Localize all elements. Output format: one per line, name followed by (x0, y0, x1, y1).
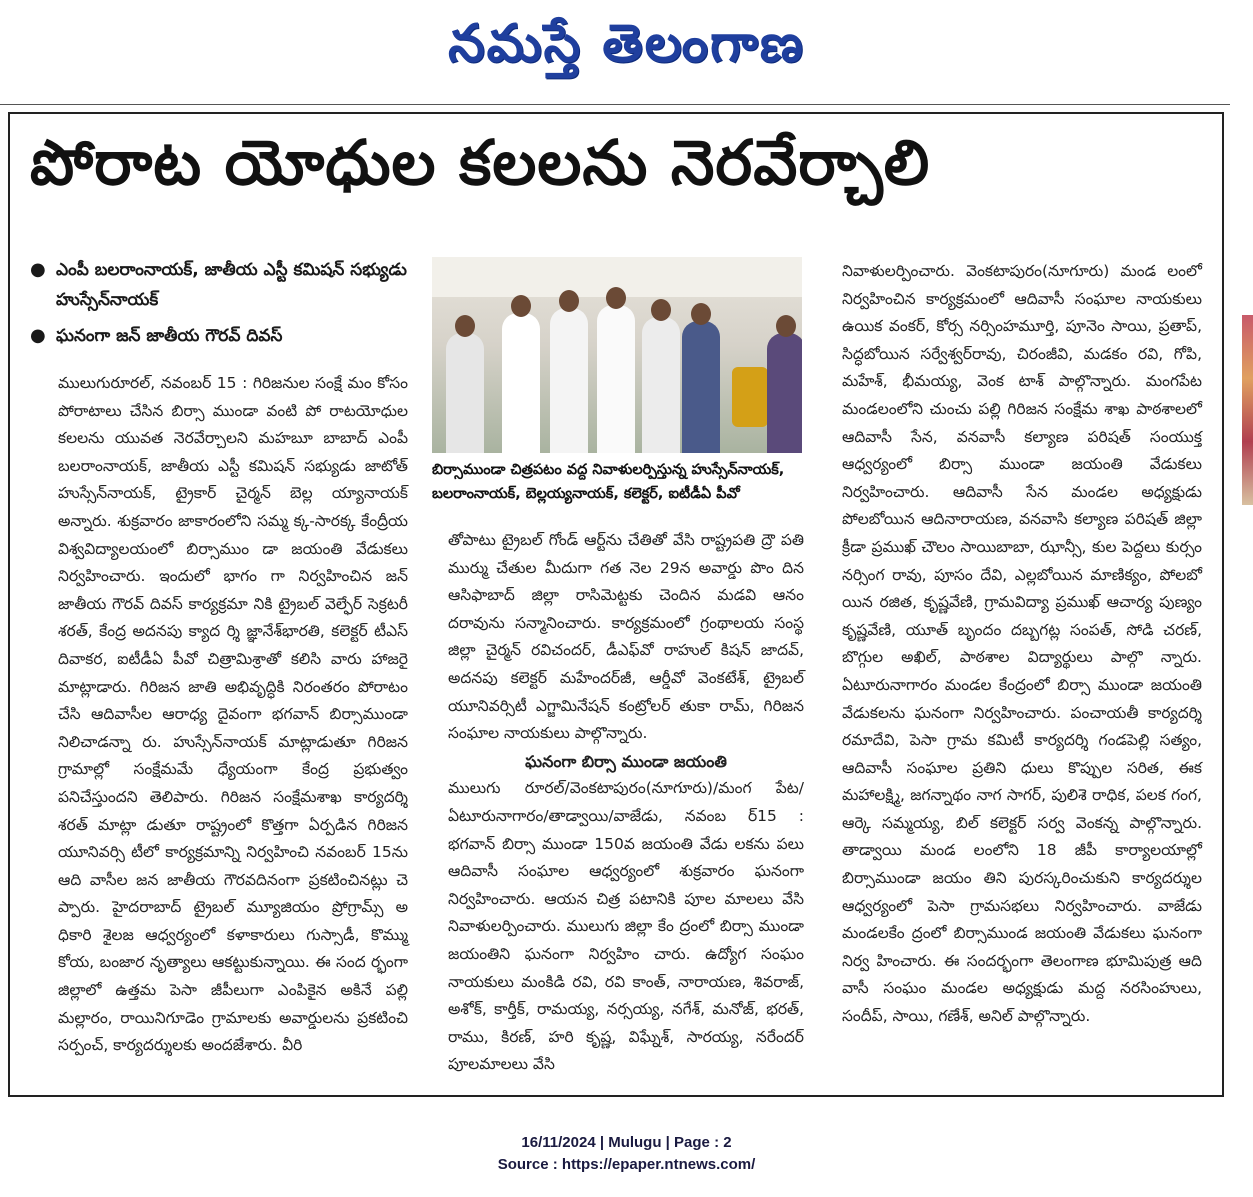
photo-person (446, 333, 484, 453)
photo-person-head (511, 295, 531, 317)
page-footer (0, 1132, 1253, 1176)
photo-person (550, 308, 588, 453)
masthead-divider (0, 104, 1230, 105)
paragraph: తోపాటు ట్రైబల్ గోండ్ ఆర్ట్‌ను చేతితో వేసి రాష్ట్రపతి ద్రౌ పతి ముర్ము చేతుల మీదుగా గత నెల 29న అవార్డు పొం దిన ఆసిఫాబాద్ జిల్లా రాసిమెట్టకు చెందిన మడవి ఆనం దరావును సన్మానించారు. కార్యక్రమంలో గ్రంథాలయ సంస్థ జిల్లా చైర్మన్ రవిచందర్, డీఎఫ్‌వో రాహుల్ కిషన్ జాదవ్, అదనపు కలెక్టర్ మహేందర్‌జీ, ఆర్డీవో వెంకటేశ్, ట్రైబల్ యూనివర్సిటీ ఎగ్జామినేషన్ కంట్రోలర్ తుకా రామ్, గిరిజన సంఘాల నాయకులు పాల్గొన్నారు. (448, 531, 804, 743)
photo-person (767, 333, 802, 453)
photo-person-head (559, 290, 579, 312)
bullet-item (30, 255, 420, 315)
photo-person (597, 305, 635, 453)
masthead (0, 0, 1253, 100)
bullet-text: ఎంపీ బలరాంనాయక్, జాతీయ ఎస్టీ కమిషన్ సభ్యుడు హుస్సేన్‌నాయక్ (56, 260, 407, 310)
paragraph: ములుగురూరల్, నవంబర్ 15 : గిరిజనుల సంక్షే మం కోసం పోరాటాలు చేసిన బిర్సా ముండా వంటి పో రాటయోధుల కలలను యువత నెరవేర్చాలని మహబూ బాబాద్ ఎంపీ బలరాంనాయక్, జాతీయ ఎస్టీ కమిషన్ సభ్యుడు జాటోత్ హుస్సేన్‌నాయక్, ట్రైకార్ చైర్మన్ బెల్ల య్యానాయక్ అన్నారు. శుక్రవారం జాకారంలోని సమ్మ క్క-సారక్క కేంద్రీయ విశ్వవిద్యాలయంలో బిర్సాముం డా జయంతి వేడుకలు నిర్వహించారు. ఇందులో భాగం గా నిర్వహించిన జన్ జాతీయ గౌరవ్ దివస్ కార్యక్రమా నికి ట్రైబల్ వెల్ఫేర్ సెక్రటరీ శరత్, కేంద్ర అదనపు క్యాద ర్శి జ్ఞానేశ్‌భారతి, కలెక్టర్ టీఎస్ దివాకర, ఐటీడీఏ పీవో చిత్రామిశ్రాతో కలిసి వారు హాజరై మాట్లాడారు. గిరిజన జాతి అభివృద్ధికి నిరంతరం పోరాటం చేసి ఆదివాసీల ఆరాధ్య దైవంగా భగవాన్ బిర్సాముండా నిలిచాడన్నా రు. హుస్సేన్‌నాయక్ మాట్లాడుతూ గిరిజన గ్రామాల్లో సంక్షేమమే ధ్యేయంగా కేంద్ర ప్రభుత్వం పనిచేస్తుందని తెలిపారు. గిరిజన సంక్షేమశాఖ కార్యదర్శి శరత్ మాట్లా డుతూ రాష్ట్రంలో కొత్తగా ఏర్పడిన గిరిజన యూనివర్సి టీలో కార్యక్రమాన్ని నిర్వహించి నవంబర్ 15ను ఆది వాసీల జన జాతీయ గౌరవదినంగా ప్రకటించినట్లు చె ప్పారు. హైదరాబాద్ ట్రైబల్ మ్యూజియం ప్రోగ్రామ్స్ అ ధికారి శైలజ ఆధ్వర్యంలో కళాకారులు గుస్సాడీ, కొమ్ము కోయ, బంజార నృత్యాలు ఆకట్టుకున్నాయి. ఈ సంద ర్భంగా జిల్లాలో ఉత్తమ పెసా జీపీలుగా ఎంపికైన అకినే పల్లి మల్లారం, రాయినిగూడెం గ్రామాలకు అవార్డులను ప్రకటించి సర్పంచ్, కార్యదర్శులకు అందజేశారు. వీరి (58, 374, 408, 1055)
article-headline: పోరాట యోధుల కలలను నెరవేర్చాలి (30, 126, 931, 199)
article-photo (432, 257, 802, 453)
subheadline-bullets (30, 255, 420, 357)
newspaper-logo: నమస్తే తెలంగాణ (448, 14, 805, 74)
photo-person-head (455, 315, 475, 337)
adjacent-article-photo (1242, 315, 1253, 505)
photo-person (642, 317, 680, 453)
photo-person-head (776, 315, 796, 337)
source-link[interactable]: Source : https://epaper.ntnews.com/ (497, 1156, 756, 1173)
edition-info: 16/11/2024 | Mulugu | Page : 2 (521, 1134, 732, 1151)
photo-caption: బిర్సాముండా చిత్రపటం వద్ద నివాళులర్పిస్తున్న హుస్సేన్‌నాయక్, బలరాంనాయక్, బెల్లయ్యనాయక్, కలెక్టర్, ఐటీడీఏ పీవో (432, 462, 785, 502)
bullet-text: ఘనంగా జన్ జాతీయ గౌరవ్ దివస్ (56, 326, 283, 346)
adjacent-article-strip (1238, 100, 1253, 1080)
paragraph: నివాళులర్పించారు. వెంకటాపురం(నూగూరు) మండ లంలో నిర్వహించిన కార్యక్రమంలో ఆదివాసీ సంఘాల నాయకులు ఉయిక వంకర్, కోర్స నర్సింహమూర్తి, పూనెం సాయి, ప్రతాప్, సిద్ధబోయిన సర్వేశ్వర్‌రావు, చిరంజీవి, మడకం రవి, గోపి, మహేశ్, భీమయ్య, వెంక టాశ్ పాల్గొన్నారు. మంగపేట మండలంలోని చుంచు పల్లి గిరిజన సంక్షేమ శాఖ పాఠశాలలో ఆదివాసీ సేన, వనవాసీ కల్యాణ పరిషత్ సంయుక్త ఆధ్వర్యంలో బిర్సా ముండా జయంతి వేడుకలు నిర్వహించారు. ఆదివాసీ సేన మండల అధ్యక్షుడు పోలబోయిన ఆదినారాయణ, వనవాసి కల్యాణ పరిషత్ జిల్లా క్రీడా ప్రముఖ్ చౌలం సాయిబాబా, ఝాన్సీ, కుల పెద్దలు కుర్సం నర్సింగ రావు, పూసం దేవి, ఎల్లబోయిన మాణిక్యం, పోలబో యిన రజిత, కృష్ణవేణి, గ్రామవిద్యా ప్రముఖ్ ఆచార్య పుణ్యం కృష్ణవేణి, యూత్ బృందం దబ్బగట్ల సంపత్, సోడి చరణ్, బొగ్గుల అఖిల్, పాఠశాల విద్యార్థులు పాల్గొ న్నారు. ఏటూరునాగారం మండల కేంద్రంలో బిర్సా ముండా జయంతి వేడుకలను ఘనంగా నిర్వహించారు. పంచాయతీ కార్యదర్శి రమాదేవి, పెసా గ్రామ కమిటీ కార్యదర్శి గండపెల్లి సత్యం, ఆదివాసీ సంఘాల ప్రతిని ధులు కొప్పుల సరిత, ఈక మహాలక్ష్మి, జగన్నాథం నాగ సాగర్, పులిశె రాధిక, పలక గంగ, ఆర్కె సమ్మయ్య, బిల్ కలెక్టర్ సర్వ వెంకన్న పాల్గొన్నారు. తాడ్వాయి మండ లంలోని 18 జీపీ కార్యాలయాల్లో బిర్సాముండా జయం తిని పురస్కరించుకుని కార్యదర్శుల ఆధ్వర్యంలో పెసా గ్రామసభలు నిర్వహించారు. వాజేడు మండలకేం ద్రంలో బిర్సాముండ జయంతి వేడుకలు ఘనంగా నిర్వ హించారు. ఈ సందర్భంగా తెలంగాణ భూమిపుత్ర ఆది వాసీ సంఘం మండల అధ్యక్షుడు మద్ద నరసింహులు, సందీప్, సాయి, గణేశ్, అనిల్ పాల్గొన్నారు. (842, 262, 1202, 1026)
article-column-2 (448, 527, 804, 1079)
article-column-1 (58, 370, 408, 1060)
photo-person (502, 313, 540, 453)
article-column-3 (842, 258, 1202, 1031)
bullet-item (30, 321, 420, 351)
section-subheading: ఘనంగా బిర్సా ముండా జయంతి (525, 751, 727, 771)
portrait-with-garlands (732, 367, 768, 427)
paragraph: ములుగు రూరల్/వెంకటాపురం(నూగూరు)/మంగ పేట/ఏటూరునాగారం/తాడ్వాయి/వాజేడు, నవంబ ర్15 : భగవాన్ బిర్సా ముండా 150వ జయంతి వేడు లకను పలు ఆదివాసీ సంఘాల ఆధ్వర్యంలో శుక్రవారం ఘనంగా నిర్వహించారు. ఆయన చిత్ర పటానికి పూల మాలలు వేసి నివాళులర్పించారు. ములుగు జిల్లా కేం ద్రంలో బిర్సా ముండా జయంతిని ఘనంగా నిర్వహిం చారు. ఉద్యోగ సంఘం నాయకులు మంకిడి రవి, రవి కాంత్, నారాయణ, శివరాజ్, అశోక్, కార్తీక్, రామయ్య, నర్సయ్య, నగేశ్, మనోజ్, భరత్, రాము, కిరణ్, హరి కృష్ణ, విఘ్నేశ్, సారయ్య, నరేందర్ పూలమాలలు వేసి (448, 779, 804, 1074)
bullet-icon: ● (30, 259, 46, 280)
photo-person-head (606, 287, 626, 309)
photo-person (682, 321, 720, 453)
photo-person-head (651, 299, 671, 321)
bullet-icon: ● (30, 325, 46, 346)
photo-person-head (691, 303, 711, 325)
